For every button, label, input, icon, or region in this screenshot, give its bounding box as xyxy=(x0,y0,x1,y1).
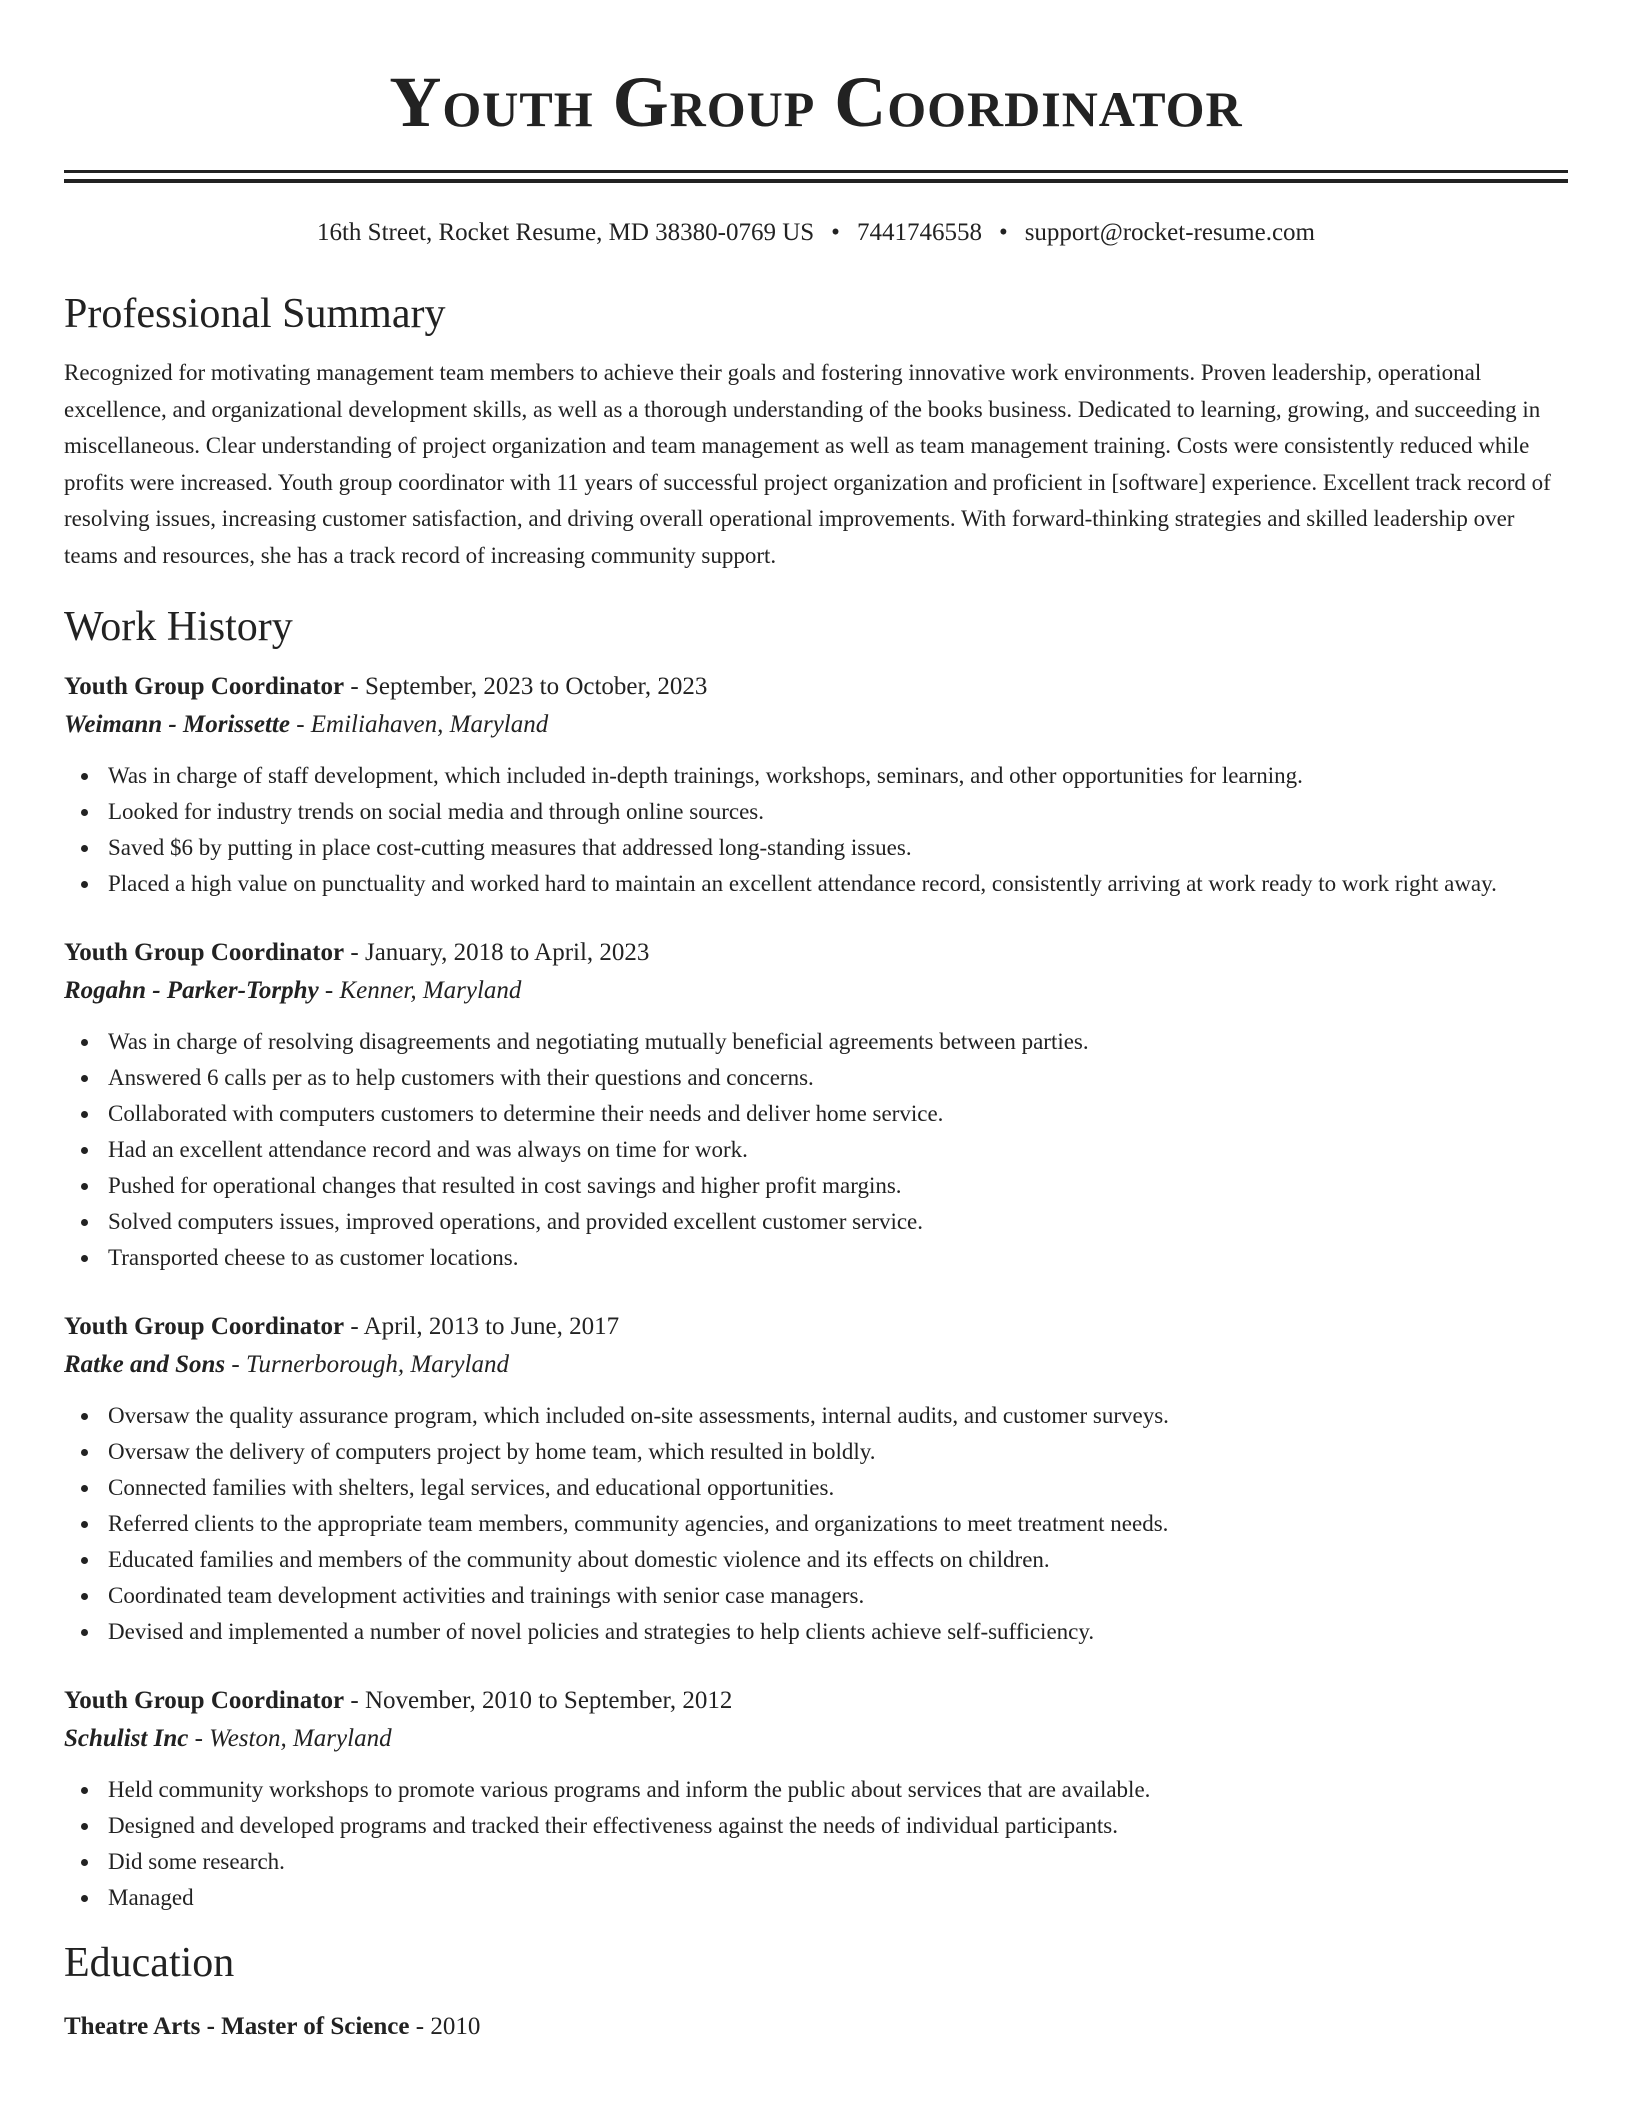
job-company-line xyxy=(64,1720,1568,1758)
job-entry xyxy=(64,1308,1568,1650)
job-role: Youth Group Coordinator xyxy=(64,1313,345,1340)
job-bullet xyxy=(108,1434,1568,1470)
job-header xyxy=(64,1308,1568,1346)
job-location: - Emiliahaven, Maryland xyxy=(289,711,549,738)
job-role: Youth Group Coordinator xyxy=(64,939,345,966)
education-heading: Education xyxy=(64,1940,235,1986)
job-location: - Kenner, Maryland xyxy=(318,977,522,1004)
contact-phone: 7441746558 xyxy=(856,219,982,246)
contact-separator: • xyxy=(998,219,1008,246)
job-bullet xyxy=(108,1578,1568,1614)
job-bullet-text: Looked for industry trends on social media and through online sources. xyxy=(108,799,764,824)
bullet-dot-icon xyxy=(81,845,88,852)
job-bullet xyxy=(108,1024,1568,1060)
bullet-dot-icon xyxy=(81,1219,88,1226)
resume-title: Youth Group Coordinator xyxy=(389,62,1243,142)
job-bullet xyxy=(108,1060,1568,1096)
job-dates: - November, 2010 to September, 2012 xyxy=(344,1687,733,1714)
bullet-dot-icon xyxy=(81,881,88,888)
job-bullet xyxy=(108,1398,1568,1434)
job-company-line xyxy=(64,972,1568,1010)
job-location: - Turnerborough, Maryland xyxy=(225,1351,509,1378)
job-dates: - April, 2013 to June, 2017 xyxy=(344,1313,620,1340)
job-bullet xyxy=(108,1204,1568,1240)
education-list xyxy=(64,2008,1568,2046)
job-company: Schulist Inc xyxy=(64,1725,189,1752)
job-bullet-text: Did some research. xyxy=(108,1849,285,1874)
job-bullet xyxy=(108,1470,1568,1506)
education-year: - 2010 xyxy=(409,2013,481,2040)
job-bullet-list xyxy=(64,1024,1568,1276)
job-dates: - January, 2018 to April, 2023 xyxy=(344,939,650,966)
bullet-dot-icon xyxy=(81,1593,88,1600)
job-bullet-text: Held community workshops to promote various programs and inform the public about services that are available. xyxy=(108,1777,1151,1802)
job-bullet-text: Collaborated with computers customers to determine their needs and deliver home service. xyxy=(108,1101,944,1126)
education-entry xyxy=(64,2008,1568,2046)
contact-address: 16th Street, Rocket Resume, MD 38380-0769 US xyxy=(316,219,815,246)
job-bullet xyxy=(108,1132,1568,1168)
job-header xyxy=(64,934,1568,972)
summary-heading: Professional Summary xyxy=(64,291,446,337)
job-bullet-list xyxy=(64,758,1568,902)
job-bullet-text: Placed a high value on punctuality and worked hard to maintain an excellent attendance record, consistently arriving at work ready to work right away. xyxy=(108,871,1497,896)
work-history-list xyxy=(64,668,1568,1916)
job-bullet-list xyxy=(64,1772,1568,1916)
bullet-dot-icon xyxy=(81,1183,88,1190)
job-bullet-text: Was in charge of resolving disagreements and negotiating mutually beneficial agreements between parties. xyxy=(108,1029,1089,1054)
job-header xyxy=(64,1682,1568,1720)
resume-page xyxy=(64,0,1568,2046)
job-header xyxy=(64,668,1568,706)
bullet-dot-icon xyxy=(81,1485,88,1492)
job-bullet-text: Was in charge of staff development, which included in-depth trainings, workshops, seminars, and other opportunities for learning. xyxy=(108,763,1303,788)
job-bullet xyxy=(108,1168,1568,1204)
job-role: Youth Group Coordinator xyxy=(64,673,345,700)
job-company: Rogahn - Parker-Torphy xyxy=(64,977,319,1004)
job-bullet-text: Had an excellent attendance record and was always on time for work. xyxy=(108,1137,748,1162)
bullet-dot-icon xyxy=(81,1147,88,1154)
job-bullet-text: Saved $6 by putting in place cost-cutting measures that addressed long-standing issues. xyxy=(108,835,912,860)
job-bullet xyxy=(108,830,1568,866)
job-company-line xyxy=(64,1346,1568,1384)
job-bullet-text: Coordinated team development activities and trainings with senior case managers. xyxy=(108,1583,865,1608)
job-bullet-list xyxy=(64,1398,1568,1650)
job-bullet-text: Solved computers issues, improved operations, and provided excellent customer service. xyxy=(108,1209,924,1234)
job-bullet xyxy=(108,1614,1568,1650)
job-bullet xyxy=(108,1808,1568,1844)
job-company-line xyxy=(64,706,1568,744)
job-entry xyxy=(64,668,1568,902)
bullet-dot-icon xyxy=(81,1895,88,1902)
summary-text: Recognized for motivating management team members to achieve their goals and fostering innovative work environments. Proven leadership, operational excellence, and organizational development skills, as well as a thorough understanding of the books business. Dedicated to learning, growing, and succeeding in miscellaneous. Clear understanding of project organization and team management as well as team management training. Costs were consistently reduced while profits were increased. Youth group coordinator with 11 years of successful project organization and proficient in [software] experience. Excellent track record of resolving issues, increasing customer satisfaction, and driving overall operational improvements. With forward-thinking strategies and skilled leadership over teams and resources, she has a track record of increasing community support. xyxy=(64,360,1551,568)
job-role: Youth Group Coordinator xyxy=(64,1687,345,1714)
job-location: - Weston, Maryland xyxy=(188,1725,392,1752)
bullet-dot-icon xyxy=(81,1629,88,1636)
contact-line xyxy=(64,215,1568,251)
job-bullet xyxy=(108,866,1568,902)
job-bullet xyxy=(108,1542,1568,1578)
job-dates: - September, 2023 to October, 2023 xyxy=(344,673,708,700)
job-bullet xyxy=(108,758,1568,794)
bullet-dot-icon xyxy=(81,1859,88,1866)
job-entry xyxy=(64,934,1568,1276)
bullet-dot-icon xyxy=(81,809,88,816)
bullet-dot-icon xyxy=(81,1449,88,1456)
bullet-dot-icon xyxy=(81,1413,88,1420)
job-company: Ratke and Sons xyxy=(64,1351,226,1378)
bullet-dot-icon xyxy=(81,1557,88,1564)
job-bullet-text: Pushed for operational changes that resulted in cost savings and higher profit margins. xyxy=(108,1173,902,1198)
title-divider-bottom xyxy=(64,179,1568,183)
bullet-dot-icon xyxy=(81,773,88,780)
job-bullet-text: Oversaw the delivery of computers project by home team, which resulted in boldly. xyxy=(108,1439,876,1464)
bullet-dot-icon xyxy=(81,1823,88,1830)
job-bullet xyxy=(108,794,1568,830)
job-bullet-text: Designed and developed programs and tracked their effectiveness against the needs of individual participants. xyxy=(108,1813,1118,1838)
job-bullet xyxy=(108,1844,1568,1880)
job-bullet-text: Transported cheese to as customer locations. xyxy=(108,1245,519,1270)
job-bullet-text: Devised and implemented a number of novel policies and strategies to help clients achieve self-sufficiency. xyxy=(108,1619,1095,1644)
bullet-dot-icon xyxy=(81,1111,88,1118)
job-bullet-text: Oversaw the quality assurance program, which included on-site assessments, internal audits, and customer surveys. xyxy=(108,1403,1169,1428)
job-bullet-text: Educated families and members of the community about domestic violence and its effects on children. xyxy=(108,1547,1050,1572)
job-bullet-text: Answered 6 calls per as to help customers with their questions and concerns. xyxy=(108,1065,814,1090)
job-bullet-text: Referred clients to the appropriate team members, community agencies, and organizations to meet treatment needs. xyxy=(108,1511,1169,1536)
job-bullet-text: Managed xyxy=(108,1885,194,1910)
title-divider-top xyxy=(64,170,1568,173)
education-degree: Theatre Arts - Master of Science xyxy=(64,2013,410,2040)
job-bullet xyxy=(108,1506,1568,1542)
job-bullet xyxy=(108,1096,1568,1132)
bullet-dot-icon xyxy=(81,1039,88,1046)
job-entry xyxy=(64,1682,1568,1916)
job-bullet xyxy=(108,1880,1568,1916)
job-bullet xyxy=(108,1772,1568,1808)
contact-email: support@rocket-resume.com xyxy=(1024,219,1315,246)
job-company: Weimann - Morissette xyxy=(64,711,290,738)
bullet-dot-icon xyxy=(81,1521,88,1528)
job-bullet-text: Connected families with shelters, legal services, and educational opportunities. xyxy=(108,1475,835,1500)
job-bullet xyxy=(108,1240,1568,1276)
bullet-dot-icon xyxy=(81,1255,88,1262)
work-history-heading: Work History xyxy=(64,604,293,650)
bullet-dot-icon xyxy=(81,1075,88,1082)
contact-separator: • xyxy=(831,219,840,246)
bullet-dot-icon xyxy=(81,1787,88,1794)
